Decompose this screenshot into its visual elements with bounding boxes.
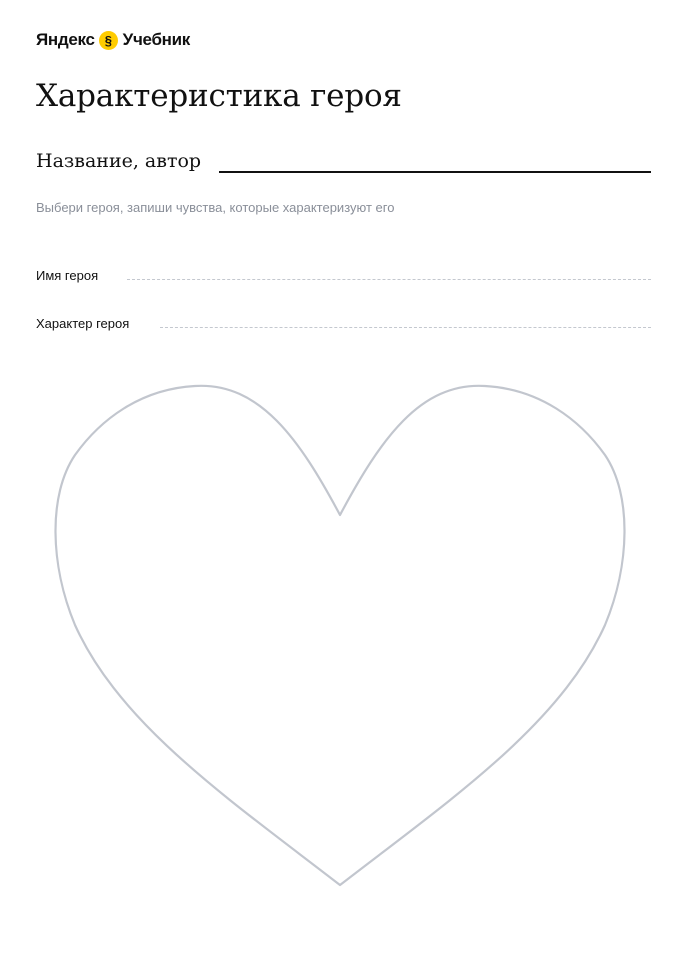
worksheet-title: Характеристика героя — [36, 78, 402, 114]
section-badge-icon: § — [99, 31, 118, 50]
logo-text-uchebnik: Учебник — [122, 30, 190, 49]
hero-name-label: Имя героя — [36, 268, 99, 283]
book-title-author-label: Название, автор — [36, 150, 202, 172]
task-instruction: Выбери героя, запиши чувства, которые характеризуют его — [36, 200, 395, 215]
heart-outline-shape — [55, 386, 624, 885]
hero-character-label: Характер героя — [36, 316, 130, 331]
logo-text-yandex: Яндекс — [36, 30, 95, 49]
